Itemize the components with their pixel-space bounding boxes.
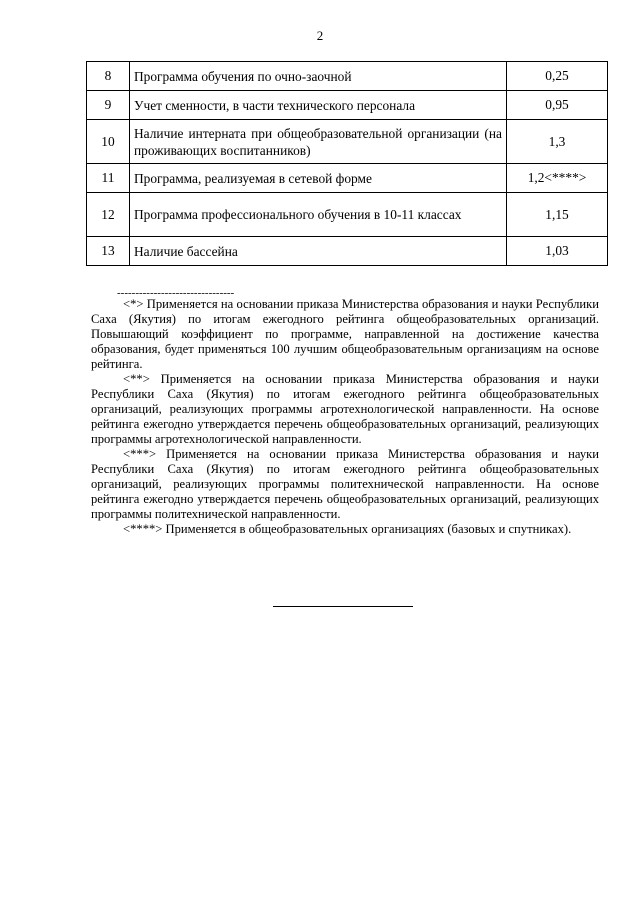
footnote: <****> Применяется в общеобразовательных организациях (базовых и спутниках).: [123, 522, 572, 536]
table-row: [87, 193, 608, 237]
table-row: [87, 62, 608, 91]
row-coefficient: 1,15: [507, 193, 608, 237]
footnote-separator: --------------------------------: [117, 287, 235, 299]
footnotes: [91, 297, 599, 537]
row-number: 13: [87, 237, 130, 266]
row-description: Программа, реализуемая в сетевой форме: [130, 164, 507, 193]
table-row: [87, 237, 608, 266]
footnote: <***> Применяется на основании приказа Министерства образования и науки Республики Саха (Якутия) по итогам ежегодного рейтинга общеобразовательных организаций, реализующих программы политехнической направленности. На основе рейтинга ежегодно утверждается перечень общеобразовательных организаций, реализующих программы политехнической направленности.: [91, 447, 599, 521]
row-description: Учет сменности, в части технического персонала: [130, 91, 507, 120]
row-number: 12: [87, 193, 130, 237]
row-coefficient: 1,3: [507, 120, 608, 164]
table-row: [87, 164, 608, 193]
row-description: Наличие бассейна: [130, 237, 507, 266]
row-coefficient: 0,25: [507, 62, 608, 91]
coefficient-table: [86, 61, 608, 266]
row-coefficient: 0,95: [507, 91, 608, 120]
row-coefficient: 1,2<****>: [507, 164, 608, 193]
row-number: 11: [87, 164, 130, 193]
footnote: <*> Применяется на основании приказа Министерства образования и науки Республики Саха (Якутия) по итогам ежегодного рейтинга общеобразовательных организаций. Повышающий коэффициент по программе, направленной на достижение качества образования, будет применяться 100 лучшим общеобразовательным организациям на основе рейтинга.: [91, 297, 599, 371]
row-number: 9: [87, 91, 130, 120]
row-description: Наличие интерната при общеобразовательной организации (на проживающих воспитанников): [130, 120, 507, 164]
row-number: 8: [87, 62, 130, 91]
table-row: [87, 120, 608, 164]
table-row: [87, 91, 608, 120]
row-number: 10: [87, 120, 130, 164]
row-coefficient: 1,03: [507, 237, 608, 266]
row-description: Программа обучения по очно-заочной: [130, 62, 507, 91]
row-description: Программа профессионального обучения в 10-11 классах: [130, 193, 507, 237]
page-number: 2: [316, 28, 324, 43]
end-of-document-line: [273, 606, 413, 607]
footnote: <**> Применяется на основании приказа Министерства образования и науки Республики Саха (Якутия) по итогам ежегодного рейтинга общеобразовательных организаций, реализующих программы агротехнологической направленности. На основе рейтинга ежегодно утверждается перечень общеобразовательных организаций, реализующих программы агротехнологической направленности.: [91, 372, 599, 446]
